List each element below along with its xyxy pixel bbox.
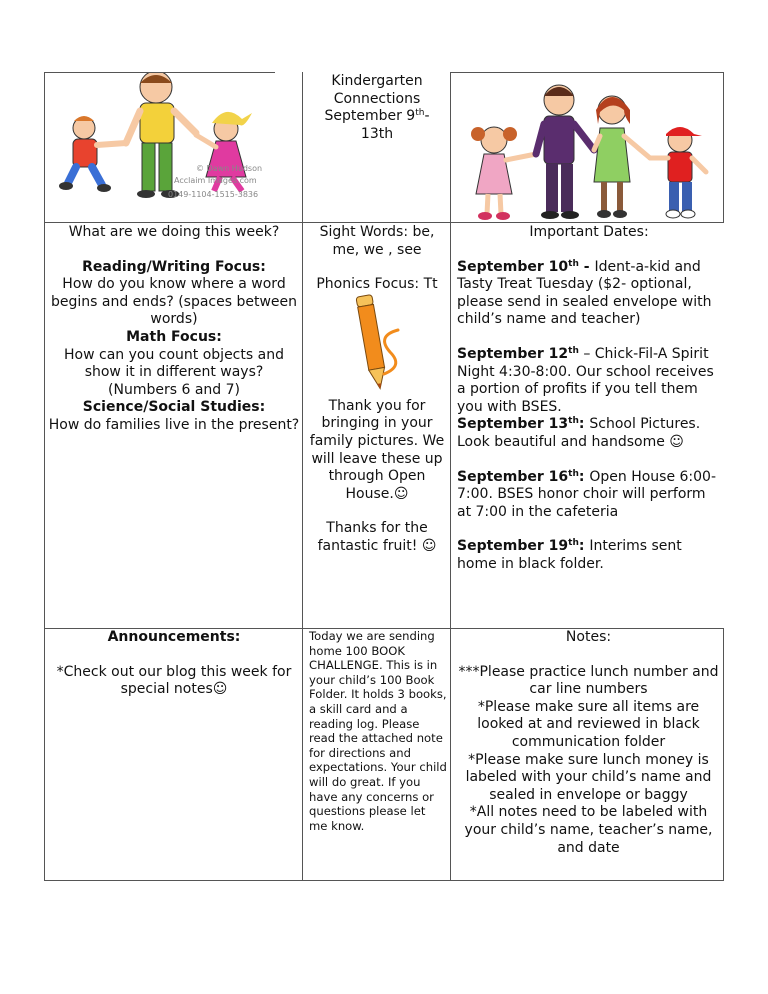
rule (451, 72, 724, 73)
date-item: September 13th: School Pictures. Look beautiful and handsome ☺ (457, 416, 701, 450)
announcements-text: *Check out our blog this week for special notes☺ (56, 663, 292, 698)
announcements (48, 629, 300, 699)
title-line: Kindergarten (331, 73, 423, 89)
newsletter-table (44, 72, 724, 881)
family-clipart-left (46, 73, 301, 221)
title-line: Connections (333, 90, 421, 107)
reading-text: How do you know where a word begins and ends? (spaces between words) (50, 276, 298, 328)
reading-heading: Reading/Writing Focus: (82, 258, 266, 275)
notes (456, 629, 721, 857)
rule (44, 880, 724, 881)
date-item: September 16th: Open House 6:00-7:00. BSES honor choir will perform at 7:00 in the cafeteria (457, 468, 717, 520)
science-heading: Science/Social Studies: (82, 399, 266, 416)
watermark-line: © Dawn Hudson (196, 164, 263, 173)
note-item: *Please make sure lunch money is labeled with your child’s name and sealed in envelope or baggy (465, 751, 712, 803)
rule (723, 72, 724, 222)
title-date: September 9th- (324, 108, 430, 125)
week-intro: What are we doing this week? (68, 224, 280, 240)
book-challenge (309, 629, 447, 833)
rule (302, 72, 303, 881)
sight-words: Sight Words: be, me, we , see (319, 224, 435, 258)
phonics-focus: Phonics Focus: Tt (316, 276, 438, 293)
date-item: September 10th - Ident-a-kid and Tasty Treat Tuesday ($2- optional, please send in sealed envelope with child’s name and teacher) (457, 258, 712, 328)
rule (44, 72, 45, 881)
math-heading: Math Focus: (126, 328, 222, 345)
watermark-line: Acclaim Images.com (174, 176, 257, 185)
date-item: September 12th – Chick-Fil-A Spirit Night 4:30-8:00. Our school receives a portion of profits if you tell them you with BSES. (457, 345, 714, 415)
weekly-focus (48, 224, 300, 435)
science-text: How do families live in the present? (48, 416, 300, 433)
important-dates (457, 224, 721, 574)
family-clipart-right (454, 74, 722, 221)
rule (723, 628, 724, 881)
header-title (306, 73, 448, 143)
notes-heading: Notes: (565, 629, 612, 645)
math-text: How can you count objects and show it in different ways? (Numbers 6 and 7) (64, 346, 284, 398)
pencil-clipart (306, 294, 448, 398)
title-date-end: 13th (360, 125, 394, 142)
rule (450, 72, 451, 881)
watermark-line: 0149-1104-1515-3836 (168, 190, 259, 199)
announcements-heading: Announcements: (107, 629, 241, 645)
date-item: September 19th: Interims sent home in black folder. (457, 538, 682, 572)
dates-heading: Important Dates: (529, 224, 649, 240)
thanks-pictures: Thank you for bringing in your family pictures. We will leave these up through Open House.☺ (309, 397, 445, 502)
note-item: *All notes need to be labeled with your child’s name, teacher’s name, and date (464, 804, 713, 856)
note-item: ***Please practice lunch number and car line numbers (458, 663, 719, 698)
book-challenge-text: Today we are sending home 100 BOOK CHALLENGE. This is in your child’s 100 Book Folder. It holds 3 books, a skill card and a reading log. Please read the attached note for directions and expectations. Your child will do great. If you have any concerns or questions please let me know. (309, 629, 447, 833)
note-item: *Please make sure all items are looked at and reviewed in black communication folder (477, 698, 700, 750)
rule (44, 222, 724, 223)
sight-words-cell (306, 224, 448, 556)
thanks-fruit: Thanks for the fantastic fruit! ☺ (317, 520, 437, 554)
